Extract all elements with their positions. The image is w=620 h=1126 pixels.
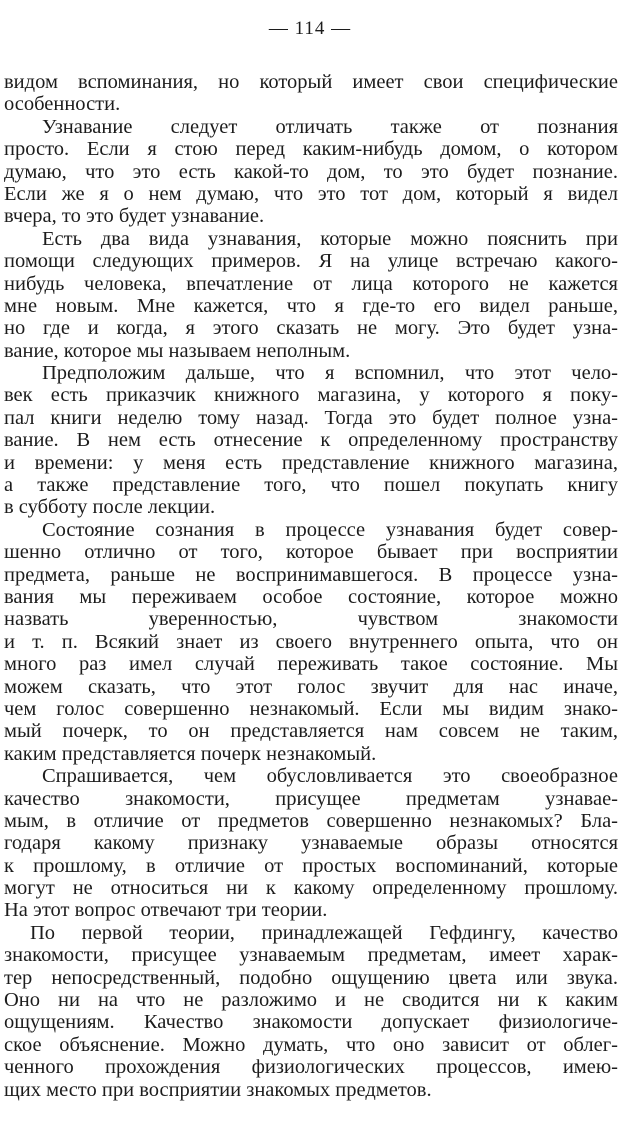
text-line: вание. В нем есть отнесение к определенному пространству bbox=[4, 429, 618, 452]
text-line: Спрашивается, чем обусловливается это своеобразное bbox=[42, 765, 618, 788]
text-line: мый почерк, то он представляется нам совсем не таким, bbox=[4, 720, 618, 743]
text-line: Есть два вида узнавания, которые можно пояснить при bbox=[42, 227, 618, 250]
text-line: век есть приказчик книжного магазина, у которого я поку- bbox=[4, 384, 618, 407]
text-line: просто. Если я стою перед каким-нибудь домом, о котором bbox=[4, 138, 618, 161]
text-line: особенности. bbox=[4, 93, 121, 116]
text-line: пал книги неделю тому назад. Тогда это будет полное узна- bbox=[4, 406, 618, 429]
text-line: мне новым. Мне кажется, что я где-то его видел раньше, bbox=[4, 294, 618, 317]
text-line: нибудь человека, впечатление от лица которого не кажется bbox=[4, 272, 618, 295]
text-line: вания мы переживаем особое состояние, которое можно bbox=[4, 585, 618, 608]
text-line: чем голос совершенно незнакомый. Если мы видим знако- bbox=[4, 697, 618, 720]
text-line: ощущениям. Качество знакомости допускает физиологиче- bbox=[4, 1011, 618, 1034]
text-line: годаря какому признаку узнаваемые образы относятся bbox=[4, 832, 618, 855]
text-line: тер непосредственный, подобно ощущению цвета или звука. bbox=[4, 966, 618, 989]
text-line: а также представление того, что пошел покупать книгу bbox=[4, 474, 618, 497]
text-line: щих место при восприятии знакомых предметов. bbox=[4, 1078, 432, 1101]
body-text bbox=[4, 71, 618, 1101]
text-line: Предположим дальше, что я вспомнил, что этот чело- bbox=[42, 362, 618, 385]
text-line: ское объяснение. Можно думать, что оно зависит от облег- bbox=[4, 1033, 618, 1056]
text-line: много раз имел случай переживать такое состояние. Мы bbox=[4, 653, 618, 676]
text-line: к прошлому, в отличие от простых воспоминаний, которые bbox=[4, 854, 618, 877]
text-line: Узнавание следует отличать также от познания bbox=[42, 115, 618, 138]
text-line: По первой теории, принадлежащей Гефдингу, качество bbox=[30, 921, 618, 944]
text-line: могут не относиться ни к какому определенному прошлому. bbox=[4, 877, 618, 900]
text-line: Если же я о нем думаю, что это тот дом, который я видел bbox=[4, 182, 618, 205]
text-line: Состояние сознания в процессе узнавания будет совер- bbox=[42, 518, 618, 541]
text-line: шенно отлично от того, которое бывает при восприятии bbox=[4, 541, 618, 564]
text-line: качество знакомости, присущее предметам узнавае- bbox=[4, 787, 618, 810]
text-line: каким представляется почерк незнакомый. bbox=[4, 742, 377, 765]
text-line: предмета, раньше не воспринимавшегося. В процессе узна- bbox=[4, 563, 618, 586]
text-line: На этот вопрос отвечают три теории. bbox=[4, 899, 328, 922]
text-line: ченного прохождения физиологических процессов, имею- bbox=[4, 1056, 618, 1079]
text-line: думаю, что это есть какой-то дом, то это будет познание. bbox=[4, 160, 618, 183]
text-line: но где и когда, я этого сказать не могу. Это будет узна- bbox=[4, 317, 618, 340]
text-line: и т. п. Всякий знает из своего внутреннего опыта, что он bbox=[4, 630, 618, 653]
text-line: Оно ни на что не разложимо и не сводится ни к каким bbox=[4, 989, 618, 1012]
text-line: и времени: у меня есть представление книжного магазина, bbox=[4, 451, 618, 474]
text-line: видом вспоминания, но который имеет свои специфические bbox=[4, 71, 618, 93]
text-line: вчера, то это будет узнавание. bbox=[4, 205, 265, 228]
text-line: знакомости, присущее узнаваемым предметам, имеет харак- bbox=[4, 944, 618, 967]
text-line: можем сказать, что этот голос звучит для нас иначе, bbox=[4, 675, 618, 698]
text-line: в субботу после лекции. bbox=[4, 496, 216, 519]
text-line: назвать уверенностью, чувством знакомости bbox=[4, 608, 618, 631]
text-line: помощи следующих примеров. Я на улице встречаю какого- bbox=[4, 250, 618, 273]
text-line: вание, которое мы называем неполным. bbox=[4, 339, 351, 362]
page-number: — 114 — bbox=[268, 18, 352, 39]
text-line: мым, в отличие от предметов совершенно незнакомых? Бла- bbox=[4, 809, 618, 832]
